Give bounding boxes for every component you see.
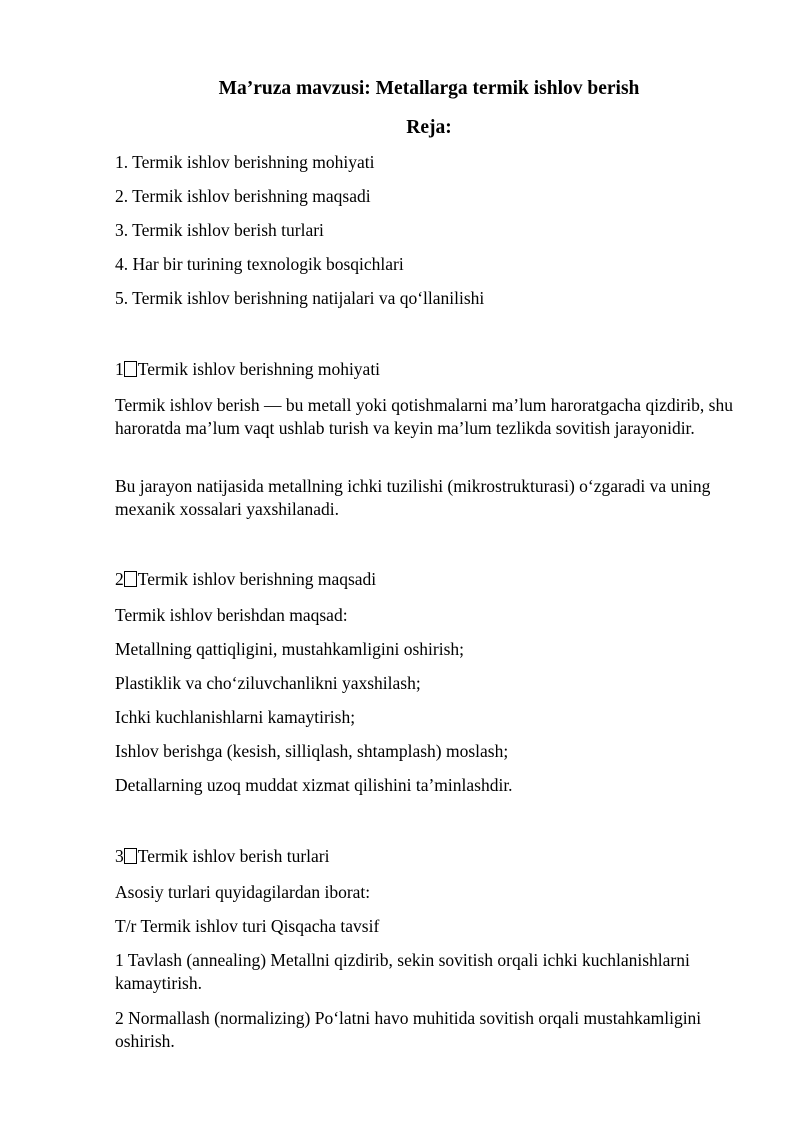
table-row: 1 Tavlash (annealing) Metallni qizdirib, sekin sovitish orqali ichki kuchlanishlarni kamaytirish. [115, 950, 690, 993]
section-2-line: Plastiklik va cho‘ziluvchanlikni yaxshilash; [115, 673, 421, 693]
missing-glyph-icon [124, 848, 137, 864]
plan-item: 4. Har bir turining texnologik bosqichlari [115, 254, 404, 274]
missing-glyph-icon [124, 361, 137, 377]
section-2-line: Ishlov berishga (kesish, silliqlash, shtamplash) moslash; [115, 741, 509, 761]
section-2-line: Metallning qattiqligini, mustahkamligini oshirish; [115, 639, 465, 659]
plan-item: 1. Termik ishlov berishning mohiyati [115, 152, 375, 172]
section-title: Termik ishlov berishning mohiyati [137, 359, 381, 379]
section-2-line: Termik ishlov berishdan maqsad: [115, 605, 348, 625]
section-1-paragraph: Termik ishlov berish — bu metall yoki qotishmalarni ma’lum haroratgacha qizdirib, shu haroratda ma’lum vaqt ushlab turish va keyin ma’lum tezlikda sovitish jarayonidir. [115, 395, 733, 438]
section-3-heading [115, 845, 329, 868]
section-2-line: Ichki kuchlanishlarni kamaytirish; [115, 707, 356, 727]
table-row: 2 Normallash (normalizing) Po‘latni havo muhitida sovitish orqali mustahkamligini oshirish. [115, 1008, 702, 1051]
plan-item: 2. Termik ishlov berishning maqsadi [115, 186, 371, 206]
section-title: Termik ishlov berishning maqsadi [137, 569, 377, 589]
missing-glyph-icon [124, 571, 137, 587]
section-1-heading [115, 358, 380, 381]
section-number: 1 [115, 359, 124, 379]
section-3-line: Asosiy turlari quyidagilardan iborat: [115, 882, 371, 902]
section-number: 2 [115, 569, 124, 589]
section-2-heading [115, 568, 376, 591]
section-title: Termik ishlov berish turlari [137, 846, 330, 866]
lecture-title: Ma’ruza mavzusi: Metallarga termik ishlov berish [218, 78, 640, 99]
section-2-line: Detallarning uzoq muddat xizmat qilishini ta’minlashdir. [115, 775, 513, 795]
table-header-line: T/r Termik ishlov turi Qisqacha tavsif [115, 916, 380, 936]
plan-item: 3. Termik ishlov berish turlari [115, 220, 324, 240]
plan-heading: Reja: [406, 117, 452, 138]
section-number: 3 [115, 846, 124, 866]
section-1-paragraph: Bu jarayon natijasida metallning ichki tuzilishi (mikrostrukturasi) o‘zgaradi va uning mexanik xossalari yaxshilanadi. [115, 476, 711, 519]
plan-item: 5. Termik ishlov berishning natijalari va qo‘llanilishi [115, 288, 485, 308]
